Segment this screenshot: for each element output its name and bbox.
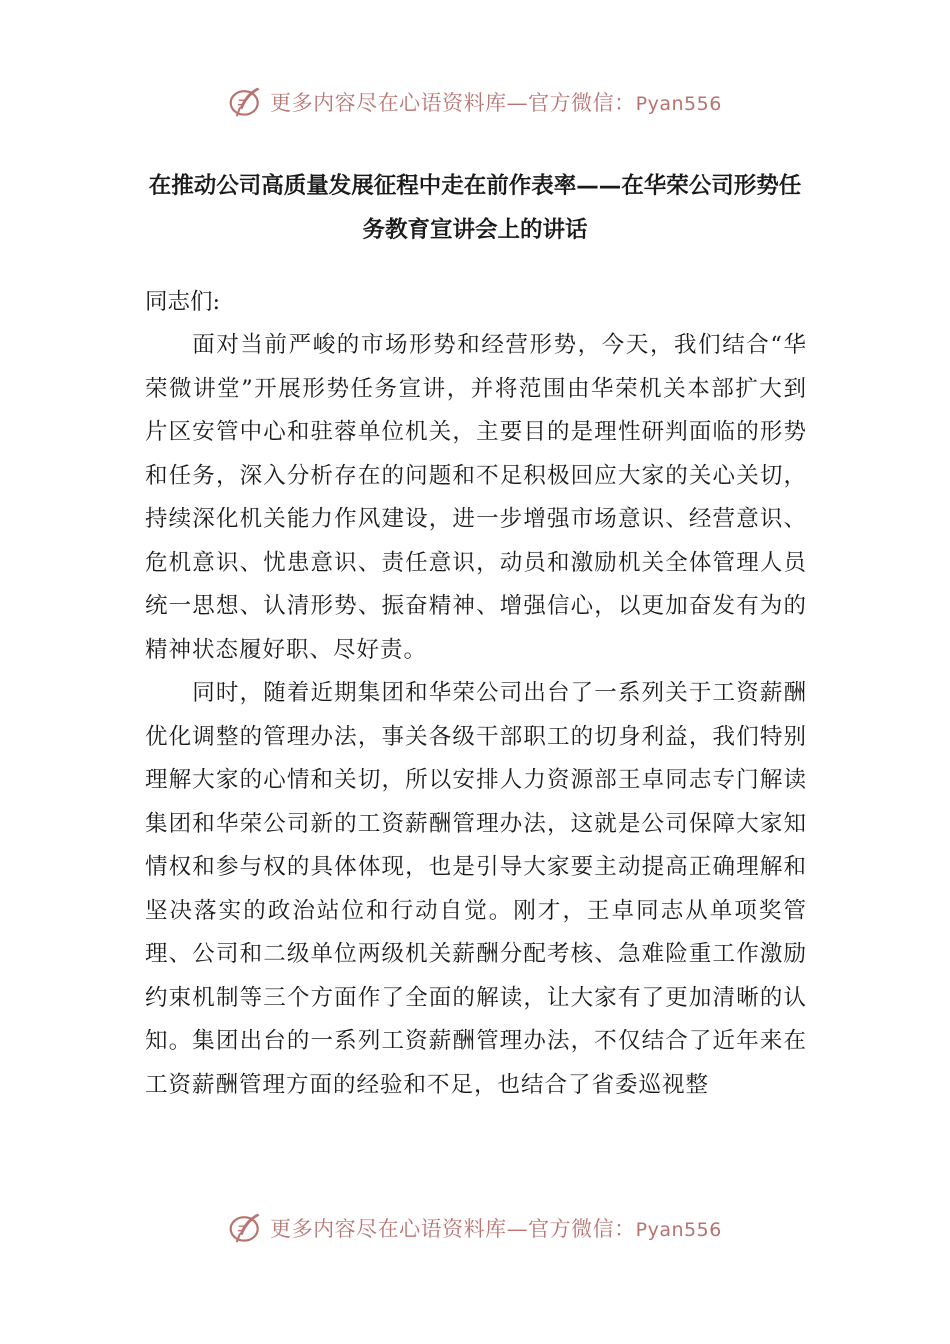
salutation: 同志们: bbox=[145, 289, 221, 315]
paragraph: 面对当前严峻的市场形势和经营形势，今天，我们结合“华荣微讲堂”开展形势任务宣讲，并将范围由华荣机关本部扩大到片区安管中心和驻蓉单位机关，主要目的是理性研判面临的形势和任务，深入分析存在的问题和不足积极回应大家的关心关切，持续深化机关能力作风建设，进一步增强市场意识、经营意识、危机意识、忧患意识、责任意识，动员和激励机关全体管理人员统一思想、认清形势、振奋精神、增强信心，以更加奋发有为的精神状态履好职、尽好责。 bbox=[145, 332, 807, 663]
feather-pen-logo-icon bbox=[228, 1210, 264, 1246]
wechat-account: Pyan556 bbox=[635, 1219, 722, 1241]
watermark-banner-top bbox=[0, 80, 950, 124]
watermark-banner-bottom bbox=[0, 1206, 950, 1250]
paragraph: 同时，随着近期集团和华荣公司出台了一系列关于工资薪酬优化调整的管理办法，事关各级干部职工的切身利益，我们特别理解大家的心情和关切，所以安排人力资源部王卓同志专门解读集团和华荣公司新的工资薪酬管理办法，这就是公司保障大家知情权和参与权的具体体现，也是引导大家要主动提高正确理解和坚决落实的政治站位和行动自觉。刚才，王卓同志从单项奖管理、公司和二级单位两级机关薪酬分配考核、急难险重工作激励约束机制等三个方面作了全面的解读，让大家有了更加清晰的认知。集团出台的一系列工资薪酬管理办法，不仅结合了近年来在工资薪酬管理方面的经验和不足，也结合了省委巡视整 bbox=[145, 680, 807, 1098]
watermark-text: 更多内容尽在心语资料库—官方微信：Pyan556 bbox=[270, 91, 722, 115]
watermark-text: 更多内容尽在心语资料库—官方微信：Pyan556 bbox=[270, 1217, 722, 1241]
document-body bbox=[145, 324, 807, 1107]
feather-pen-logo-icon bbox=[228, 84, 264, 120]
wechat-account: Pyan556 bbox=[635, 93, 722, 115]
document-title: 在推动公司高质量发展征程中走在前作表率——在华荣公司形势任务教育宣讲会上的讲话 bbox=[148, 173, 802, 243]
